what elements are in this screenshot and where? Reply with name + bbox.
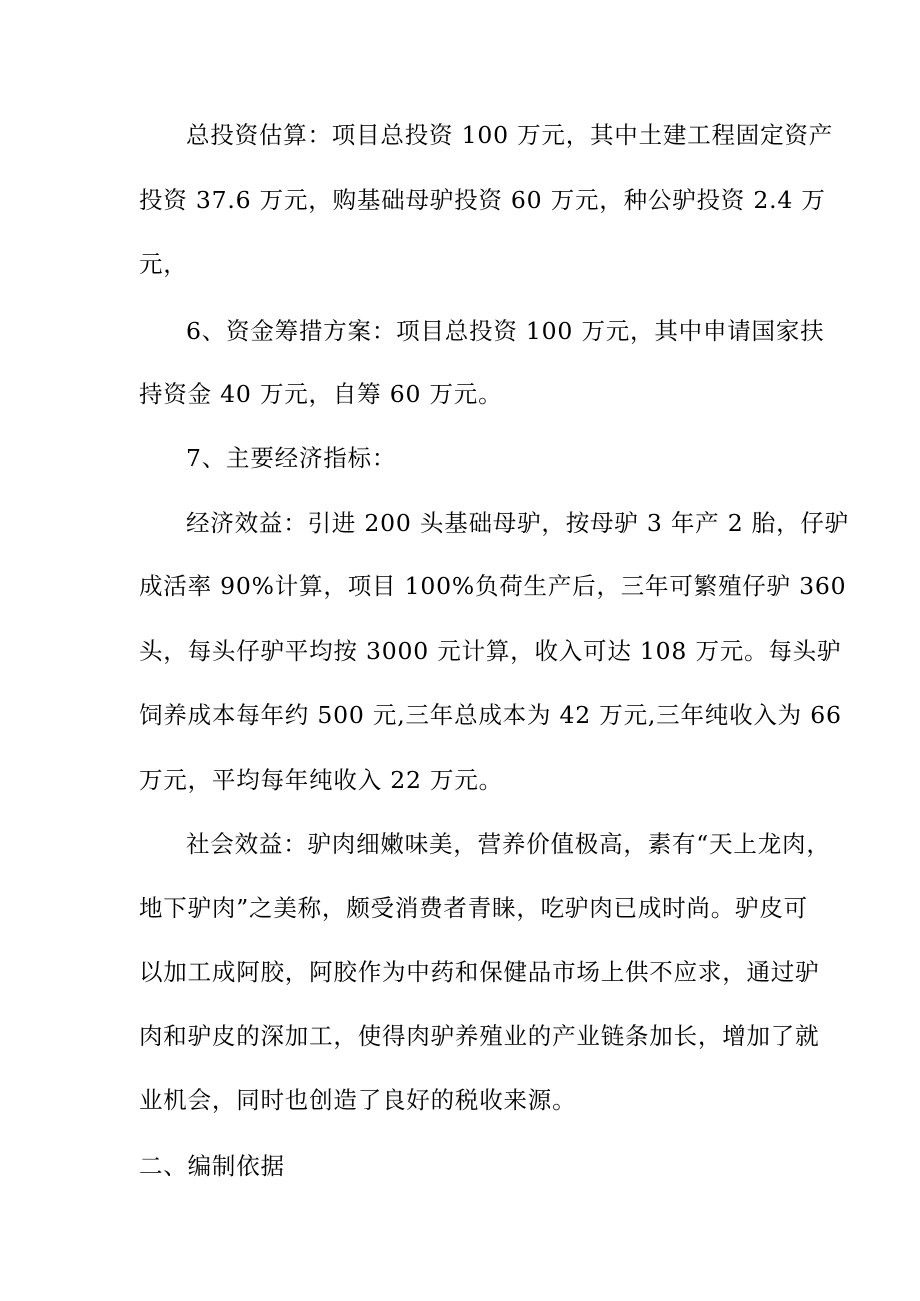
paragraph-investment-estimate-line-2: 投资 37.6 万元，购基础母驴投资 60 万元，种公驴投资 2.4 万 [139,186,826,214]
paragraph-economic-benefit-line-1: 经济效益：引进 200 头基础母驴，按母驴 3 年产 2 胎，仔驴 [186,509,849,537]
section-heading-basis: 二、编制依据 [139,1152,285,1180]
paragraph-social-benefit-line-4: 肉和驴皮的深加工，使得肉驴养殖业的产业链条加长，增加了就 [139,1022,820,1050]
paragraph-economic-benefit-line-2: 成活率 90%计算，项目 100%负荷生产后，三年可繁殖仔驴 360 [139,572,847,600]
paragraph-social-benefit-line-1: 社会效益：驴肉细嫩味美，营养价值极高，素有“天上龙肉， [186,830,831,858]
paragraph-funding-plan-line-1: 6、资金筹措方案：项目总投资 100 万元，其中申请国家扶 [186,317,825,345]
paragraph-economic-benefit-line-4: 饲养成本每年约 500 元,三年总成本为 42 万元,三年纯收入为 66 [139,701,842,729]
paragraph-economic-benefit-line-5: 万元，平均每年纯收入 22 万元。 [139,766,503,794]
paragraph-social-benefit-line-3: 以加工成阿胶，阿胶作为中药和保健品市场上供不应求，通过驴 [139,958,820,986]
paragraph-economic-benefit-line-3: 头，每头仔驴平均按 3000 元计算，收入可达 108 万元。每头驴 [139,637,842,665]
heading-economic-indicators: 7、主要经济指标： [186,444,397,472]
paragraph-funding-plan-line-2: 持资金 40 万元，自筹 60 万元。 [139,380,503,408]
paragraph-investment-estimate-line-3: 元， [139,250,188,278]
paragraph-investment-estimate-line-1: 总投资估算：项目总投资 100 万元，其中土建工程固定资产 [186,121,833,149]
paragraph-social-benefit-line-5: 业机会，同时也创造了良好的税收来源。 [139,1086,577,1114]
paragraph-social-benefit-line-2: 地下驴肉”之美称，颇受消费者青睐，吃驴肉已成时尚。驴皮可 [139,894,808,922]
